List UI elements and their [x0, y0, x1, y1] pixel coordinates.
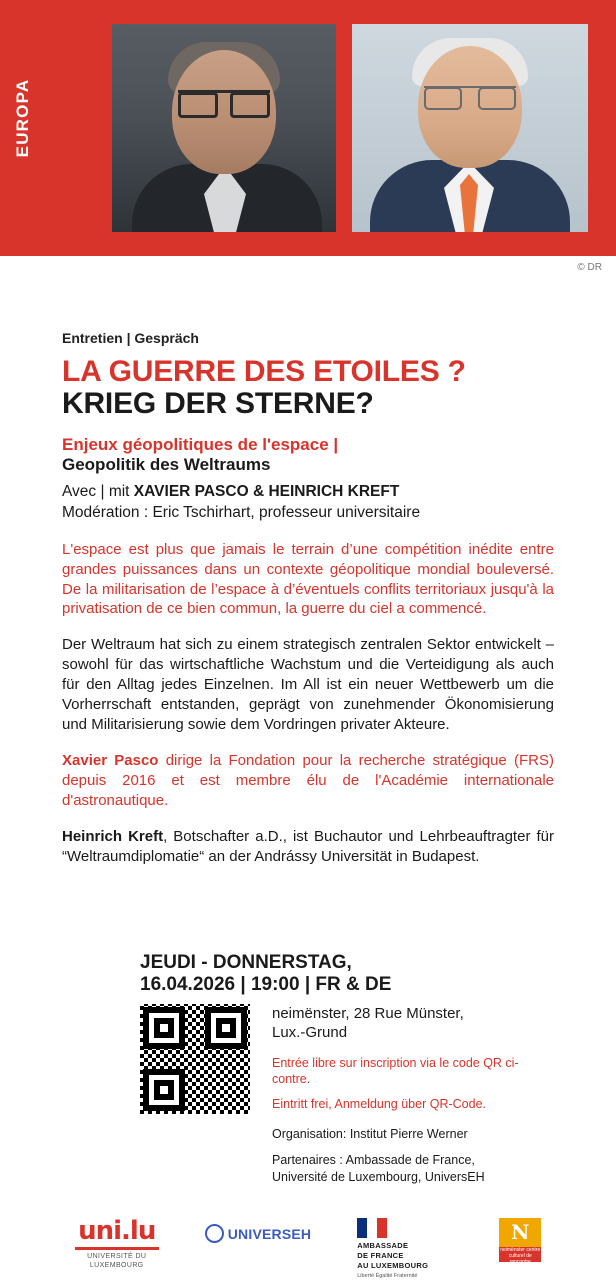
- logo-universeh: [205, 1224, 311, 1243]
- glasses-icon: [178, 90, 270, 115]
- speakers-names: XAVIER PASCO & HEINRICH KREFT: [133, 482, 400, 500]
- page-title-de: KRIEG DER STERNE?: [62, 386, 374, 420]
- bio-de-name: Heinrich Kreft: [62, 827, 164, 845]
- speakers-line: [62, 482, 554, 503]
- speakers-prefix: Avec | mit: [62, 482, 134, 500]
- europa-label: EUROPA: [13, 78, 32, 158]
- ambassade-line-2: DE FRANCE: [357, 1250, 404, 1260]
- moderation-line: Modération : Eric Tschirhart, professeur universitaire: [62, 503, 421, 521]
- bio-fr-name: Xavier Pasco: [62, 752, 159, 770]
- venue-line-2: Lux.-Grund: [272, 1024, 348, 1042]
- poster-content: [62, 330, 554, 867]
- photo-credit: © DR: [577, 262, 602, 273]
- event-day: JEUDI - DONNERSTAG,: [140, 952, 352, 973]
- logo-university-luxembourg: [75, 1218, 159, 1271]
- ambassade-line-3: AU LUXEMBOURG: [357, 1260, 429, 1270]
- universeh-wordmark: UNIVERSEH: [227, 1225, 312, 1242]
- uni-lu-line-2: LUXEMBOURG: [89, 1261, 144, 1269]
- qr-corner-bottom-left: [143, 1069, 185, 1111]
- page-title-fr: LA GUERRE DES ETOILES ?: [62, 355, 466, 388]
- venue-and-notes: [272, 1004, 532, 1186]
- speaker-photo-right: [352, 24, 588, 232]
- poster-header: [0, 0, 616, 256]
- europa-side-strip: [0, 0, 46, 256]
- uni-lu-wordmark: uni.lu: [78, 1216, 156, 1246]
- partners-line: Partenaires : Ambassade de France, Université de Luxembourg, UniversEH: [272, 1153, 485, 1185]
- organisation-line: Organisation: Institut Pierre Werner: [272, 1127, 468, 1142]
- bio-heinrich-kreft: [62, 827, 554, 867]
- french-flag-icon: [357, 1218, 387, 1238]
- logo-strip: [0, 1218, 616, 1278]
- registration-note-de: Eintritt frei, Anmeldung über QR-Code.: [272, 1097, 486, 1112]
- speaker-photo-left: [112, 24, 336, 232]
- neimenster-subtitle: neimënster centre culturel de rencontre: [500, 1247, 541, 1265]
- glasses-icon: [424, 86, 516, 110]
- logo-neimenster: [499, 1218, 541, 1265]
- neimenster-initial: N: [511, 1220, 530, 1244]
- qr-code-icon[interactable]: [140, 1004, 250, 1114]
- bio-fr-text: dirige la Fondation pour la recherche stratégique (FRS) depuis 2016 et est membre élu de l'Académie internationale d'astronautique.: [62, 752, 554, 809]
- paragraph-fr: L'espace est plus que jamais le terrain d’une compétition inédite entre grandes puissances dans un contexte géopolitique mondial bouleversé. De la militarisation de l’espace à d’éventuels conflits territoriaux jusqu'à la privatisation de ce bien commun, la guerre du ciel a commencé.: [62, 540, 554, 618]
- event-datetime: 16.04.2026 | 19:00 | FR & DE: [140, 973, 392, 995]
- uni-lu-rule: [75, 1247, 159, 1250]
- uni-lu-line-1: UNIVERSITÉ DU: [87, 1253, 147, 1260]
- kicker-label: Entretien | Gespräch: [62, 330, 199, 346]
- bio-xavier-pasco: [62, 751, 554, 811]
- logo-ambassade-de-france: [357, 1218, 453, 1280]
- subtitle-de: Geopolitik des Weltraums: [62, 455, 271, 475]
- bio-de-text: , Botschafter a.D., ist Buchautor und Lehrbeauftragter für “Weltraumdiplomatie“ an der Andrássy Universität in Budapest.: [62, 827, 554, 865]
- paragraph-de: Der Weltraum hat sich zu einem strategisch zentralen Sektor entwickelt – sowohl für das wirtschaftliche Wachstum und die Verteidigung als auch für den Alltag jedes Einzelnen. Im All ist ein neuer Wettbewerb um die Vorherrschaft entstanden, geprägt von zunehmender Ökonomisierung und Militarisierung sowie dem Vordringen privater Akteure.: [62, 636, 554, 734]
- event-details: [140, 952, 540, 1185]
- venue-line-1: neimënster, 28 Rue Münster,: [272, 1004, 464, 1022]
- orbit-ring-icon: [205, 1224, 224, 1243]
- ambassade-line-1: AMBASSADE: [357, 1241, 409, 1250]
- registration-note-fr: Entrée libre sur inscription via le code QR ci-contre.: [272, 1055, 519, 1086]
- subtitle-fr: Enjeux géopolitiques de l'espace |: [62, 435, 339, 454]
- ambassade-motto: Liberté Égalité Fraternité: [357, 1273, 418, 1280]
